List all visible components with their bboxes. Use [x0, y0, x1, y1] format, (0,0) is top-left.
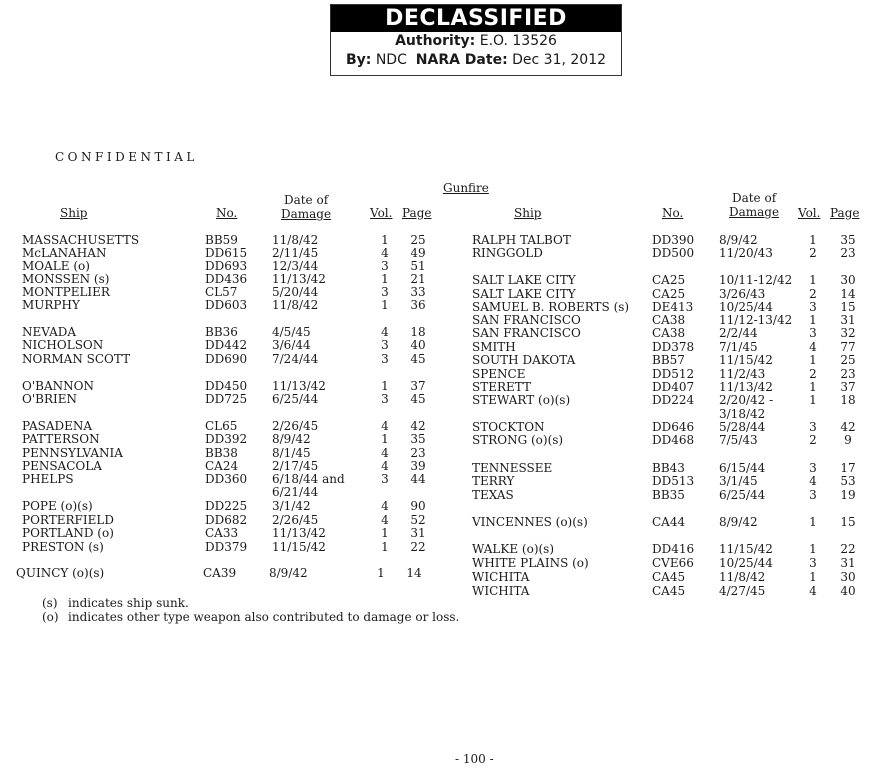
- cell-page: 32: [840, 326, 856, 340]
- footnote-mark: (o): [42, 610, 59, 624]
- cell-page: 45: [410, 392, 426, 406]
- cell-page: 14: [840, 287, 856, 301]
- cell-ship: PATTERSON: [22, 432, 100, 446]
- cell-no: DD379: [205, 540, 248, 554]
- cell-no: CVE66: [652, 556, 694, 570]
- cell-page: 51: [410, 259, 426, 273]
- cell-no: DD512: [652, 367, 695, 381]
- cell-ship: STEWART (o)(s): [472, 393, 571, 407]
- stamp-title: DECLASSIFIED: [331, 5, 621, 32]
- cell-ship: STRONG (o)(s): [472, 433, 564, 447]
- cell-date: 6/21/44: [272, 485, 319, 499]
- cell-vol: 3: [809, 326, 817, 340]
- cell-no: CA45: [652, 584, 686, 598]
- stamp-authority-label: Authority:: [395, 33, 476, 49]
- cell-date: 11/13/42: [272, 379, 326, 393]
- cell-date: 10/25/44: [719, 556, 773, 570]
- stamp-by-value: NDC: [375, 52, 407, 68]
- cell-page: 45: [410, 352, 426, 366]
- cell-date: 11/2/43: [719, 367, 766, 381]
- cell-date: 11/13/42: [719, 380, 773, 394]
- cell-no: DD442: [205, 338, 248, 352]
- cell-no: DD615: [205, 246, 248, 260]
- cell-ship: VINCENNES (o)(s): [472, 515, 588, 529]
- cell-page: 21: [410, 272, 426, 286]
- cell-vol: 3: [381, 392, 389, 406]
- cell-vol: 3: [809, 300, 817, 314]
- cell-ship: NICHOLSON: [22, 338, 104, 352]
- cell-page: 18: [410, 325, 426, 339]
- cell-date: 2/2/44: [719, 326, 758, 340]
- cell-ship: SALT LAKE CITY: [472, 273, 576, 287]
- cell-vol: 1: [809, 542, 817, 556]
- cell-no: CA38: [652, 313, 686, 327]
- stamp-authority-value: E.O. 13526: [479, 33, 557, 49]
- cell-page: 35: [410, 432, 426, 446]
- cell-page: 36: [410, 298, 426, 312]
- cell-date: 4/5/45: [272, 325, 311, 339]
- cell-date: 10/11-12/42: [719, 273, 793, 287]
- cell-vol: 4: [381, 419, 389, 433]
- cell-no: BB35: [652, 488, 685, 502]
- right-header-page: Page: [830, 206, 860, 220]
- cell-no: BB59: [205, 233, 238, 247]
- cell-no: CA45: [652, 570, 686, 584]
- cell-page: 30: [840, 273, 856, 287]
- cell-date: 8/9/42: [272, 432, 311, 446]
- cell-ship: WALKE (o)(s): [472, 542, 555, 556]
- cell-page: 52: [410, 513, 426, 527]
- cell-page: 31: [840, 556, 856, 570]
- cell-date: 11/15/42: [272, 540, 326, 554]
- cell-page: 44: [410, 472, 426, 486]
- cell-no: DE413: [652, 300, 694, 314]
- cell-vol: 4: [809, 584, 817, 598]
- cell-page: 31: [840, 313, 856, 327]
- cell-ship: NEVADA: [22, 325, 77, 339]
- cell-date: 11/15/42: [719, 542, 773, 556]
- cell-vol: 1: [809, 233, 817, 247]
- cell-no: CL65: [205, 419, 238, 433]
- cell-date: 3/6/44: [272, 338, 311, 352]
- cell-ship: O'BANNON: [22, 379, 94, 393]
- cell-no: DD416: [652, 542, 695, 556]
- cell-page: 42: [840, 420, 856, 434]
- cell-vol: 1: [377, 566, 385, 580]
- left-header-vol: Vol.: [370, 206, 393, 220]
- cell-vol: 1: [381, 233, 389, 247]
- cell-page: 49: [410, 246, 426, 260]
- cell-no: DD360: [205, 472, 248, 486]
- cell-ship: TERRY: [472, 474, 515, 488]
- cell-vol: 1: [809, 570, 817, 584]
- classification-label: CONFIDENTIAL: [55, 150, 198, 164]
- cell-vol: 4: [381, 459, 389, 473]
- cell-page: 40: [840, 584, 856, 598]
- cell-page: 25: [840, 353, 856, 367]
- cell-vol: 1: [381, 432, 389, 446]
- cell-ship: PHELPS: [22, 472, 74, 486]
- cell-vol: 4: [381, 246, 389, 260]
- cell-no: BB57: [652, 353, 685, 367]
- cell-vol: 3: [809, 420, 817, 434]
- cell-ship: NORMAN SCOTT: [22, 352, 131, 366]
- cell-vol: 4: [381, 325, 389, 339]
- cell-page: 30: [840, 570, 856, 584]
- cell-date: 6/18/44 and: [272, 472, 345, 486]
- cell-ship: POPE (o)(s): [22, 499, 93, 513]
- cell-date: 11/13/42: [272, 272, 326, 286]
- cell-date: 8/9/42: [269, 566, 308, 580]
- cell-date: 4/27/45: [719, 584, 766, 598]
- stamp-nara-label: NARA Date:: [415, 52, 508, 68]
- cell-vol: 3: [381, 472, 389, 486]
- cell-no: DD392: [205, 432, 248, 446]
- cell-date: 5/28/44: [719, 420, 766, 434]
- stamp-nara-value: Dec 31, 2012: [512, 52, 607, 68]
- cell-vol: 3: [381, 285, 389, 299]
- cell-ship: PENSACOLA: [22, 459, 102, 473]
- left-header-ship: Ship: [60, 206, 88, 220]
- cell-date: 2/26/45: [272, 419, 319, 433]
- cell-vol: 1: [381, 379, 389, 393]
- cell-date: 6/15/44: [719, 461, 766, 475]
- cell-date: 3/26/43: [719, 287, 766, 301]
- cell-page: 37: [410, 379, 426, 393]
- cell-date: 7/5/43: [719, 433, 758, 447]
- cell-vol: 3: [809, 461, 817, 475]
- left-header-page: Page: [402, 206, 432, 220]
- cell-no: CA25: [652, 287, 686, 301]
- cell-page: 19: [840, 488, 856, 502]
- cell-date: 6/25/44: [272, 392, 319, 406]
- cell-vol: 3: [381, 259, 389, 273]
- cell-page: 39: [410, 459, 426, 473]
- stamp-by-line: [331, 51, 621, 70]
- stamp-by-label: By:: [345, 52, 372, 68]
- cell-date: 11/8/42: [719, 570, 766, 584]
- cell-date: 7/24/44: [272, 352, 319, 366]
- cell-ship: MOALE (o): [22, 259, 90, 273]
- left-header-no: No.: [216, 206, 238, 220]
- cell-date: 7/1/45: [719, 340, 758, 354]
- stamp-authority: [331, 32, 621, 51]
- cell-no: DD725: [205, 392, 248, 406]
- cell-date: 2/17/45: [272, 459, 319, 473]
- cell-vol: 3: [381, 352, 389, 366]
- cell-no: CA33: [205, 526, 239, 540]
- cell-date: 8/1/45: [272, 446, 311, 460]
- cell-vol: 4: [381, 446, 389, 460]
- cell-date: 8/9/42: [719, 515, 758, 529]
- cell-vol: 2: [809, 367, 817, 381]
- cell-page: 14: [406, 566, 422, 580]
- cell-ship: WICHITA: [472, 584, 530, 598]
- cell-vol: 1: [809, 380, 817, 394]
- page-number: - 100 -: [455, 752, 494, 766]
- cell-vol: 1: [381, 526, 389, 540]
- cell-date: 3/1/42: [272, 499, 311, 513]
- cell-ship: RALPH TALBOT: [472, 233, 571, 247]
- cell-page: 77: [840, 340, 856, 354]
- cell-no: DD436: [205, 272, 248, 286]
- cell-no: DD378: [652, 340, 695, 354]
- cell-no: DD646: [652, 420, 695, 434]
- cell-no: DD225: [205, 499, 248, 513]
- right-header-vol: Vol.: [798, 206, 821, 220]
- cell-page: 25: [410, 233, 426, 247]
- cell-no: DD468: [652, 433, 695, 447]
- cell-ship: MONSSEN (s): [22, 272, 110, 286]
- cell-no: CA39: [203, 566, 237, 580]
- cell-date: 11/12-13/42: [719, 313, 793, 327]
- cell-ship: McLANAHAN: [22, 246, 107, 260]
- cell-vol: 3: [381, 338, 389, 352]
- cell-page: 17: [840, 461, 856, 475]
- cell-ship: MONTPELIER: [22, 285, 110, 299]
- cell-ship: PORTLAND (o): [22, 526, 114, 540]
- cell-no: CA24: [205, 459, 239, 473]
- cell-page: 31: [410, 526, 426, 540]
- right-header-ship: Ship: [514, 206, 542, 220]
- cell-date: 12/3/44: [272, 259, 319, 273]
- cell-no: BB38: [205, 446, 238, 460]
- cell-ship: SPENCE: [472, 367, 526, 381]
- cell-no: CA38: [652, 326, 686, 340]
- cell-no: DD224: [652, 393, 695, 407]
- cell-page: 53: [840, 474, 856, 488]
- cell-no: DD682: [205, 513, 248, 527]
- cell-ship: MURPHY: [22, 298, 80, 312]
- cell-no: DD693: [205, 259, 248, 273]
- cell-vol: 1: [381, 540, 389, 554]
- cell-vol: 4: [381, 499, 389, 513]
- right-header-no: No.: [662, 206, 684, 220]
- cell-date: 10/25/44: [719, 300, 773, 314]
- cell-vol: 4: [381, 513, 389, 527]
- cell-no: DD513: [652, 474, 695, 488]
- cell-no: DD690: [205, 352, 248, 366]
- cell-vol: 1: [381, 272, 389, 286]
- cell-no: BB43: [652, 461, 685, 475]
- cell-no: DD407: [652, 380, 695, 394]
- cell-date: 11/20/43: [719, 246, 773, 260]
- cell-vol: 3: [809, 556, 817, 570]
- cell-page: 15: [840, 300, 856, 314]
- cell-ship: SOUTH DAKOTA: [472, 353, 576, 367]
- cell-vol: 1: [809, 313, 817, 327]
- cell-page: 40: [410, 338, 426, 352]
- cell-vol: 2: [809, 433, 817, 447]
- cell-date: 8/9/42: [719, 233, 758, 247]
- cell-ship: MASSACHUSETTS: [22, 233, 140, 247]
- cell-page: 9: [844, 433, 852, 447]
- cell-ship: STERETT: [472, 380, 532, 394]
- cell-page: 18: [840, 393, 856, 407]
- cell-page: 37: [840, 380, 856, 394]
- footnote-mark: (s): [42, 596, 58, 610]
- cell-ship: SAN FRANCISCO: [472, 326, 581, 340]
- cell-no: DD450: [205, 379, 248, 393]
- cell-date: 2/11/45: [272, 246, 319, 260]
- cell-vol: 2: [809, 287, 817, 301]
- cell-date: 6/25/44: [719, 488, 766, 502]
- cell-ship: O'BRIEN: [22, 392, 77, 406]
- cell-no: DD603: [205, 298, 248, 312]
- cell-vol: 1: [809, 353, 817, 367]
- cell-date: 11/8/42: [272, 298, 319, 312]
- cell-date: 11/15/42: [719, 353, 773, 367]
- cell-vol: 3: [809, 488, 817, 502]
- cell-ship: WHITE PLAINS (o): [472, 556, 589, 570]
- cell-date: 5/20/44: [272, 285, 319, 299]
- cell-date: 2/20/42 -: [719, 393, 774, 407]
- cell-ship: SALT LAKE CITY: [472, 287, 576, 301]
- cell-date: 11/13/42: [272, 526, 326, 540]
- cell-no: CL57: [205, 285, 238, 299]
- declassified-stamp: [330, 4, 622, 76]
- cell-page: 90: [410, 499, 426, 513]
- right-header-date: Date of Damage: [729, 191, 780, 219]
- cell-page: 23: [840, 367, 856, 381]
- cell-page: 15: [840, 515, 856, 529]
- cell-ship: WICHITA: [472, 570, 530, 584]
- cell-page: 23: [840, 246, 856, 260]
- cell-date: 3/1/45: [719, 474, 758, 488]
- section-title: Gunfire: [443, 181, 489, 195]
- cell-page: 22: [410, 540, 426, 554]
- cell-ship: PRESTON (s): [22, 540, 104, 554]
- left-header-date: Date of Damage: [281, 193, 332, 221]
- cell-vol: 2: [809, 246, 817, 260]
- cell-date: 2/26/45: [272, 513, 319, 527]
- cell-date: 11/8/42: [272, 233, 319, 247]
- footnote-text: indicates other type weapon also contributed to damage or loss.: [68, 610, 460, 624]
- cell-page: 22: [840, 542, 856, 556]
- cell-page: 33: [410, 285, 426, 299]
- cell-ship: RINGGOLD: [472, 246, 543, 260]
- cell-ship: PASADENA: [22, 419, 93, 433]
- cell-page: 23: [410, 446, 426, 460]
- cell-ship: SAMUEL B. ROBERTS (s): [472, 300, 630, 314]
- cell-vol: 1: [809, 515, 817, 529]
- cell-page: 35: [840, 233, 856, 247]
- cell-ship: QUINCY (o)(s): [16, 566, 105, 580]
- cell-no: CA44: [652, 515, 686, 529]
- cell-no: DD390: [652, 233, 695, 247]
- cell-ship: TENNESSEE: [472, 461, 553, 475]
- cell-ship: PORTERFIELD: [22, 513, 114, 527]
- footnote-text: indicates ship sunk.: [68, 596, 189, 610]
- cell-ship: TEXAS: [472, 488, 514, 502]
- cell-no: DD500: [652, 246, 695, 260]
- cell-no: CA25: [652, 273, 686, 287]
- cell-ship: PENNSYLVANIA: [22, 446, 123, 460]
- cell-vol: 4: [809, 474, 817, 488]
- cell-vol: 1: [809, 393, 817, 407]
- cell-ship: SAN FRANCISCO: [472, 313, 581, 327]
- cell-no: BB36: [205, 325, 238, 339]
- cell-vol: 1: [381, 298, 389, 312]
- cell-vol: 1: [809, 273, 817, 287]
- cell-ship: STOCKTON: [472, 420, 545, 434]
- cell-ship: SMITH: [472, 340, 516, 354]
- cell-date: 3/18/42: [719, 407, 766, 421]
- cell-page: 42: [410, 419, 426, 433]
- cell-vol: 4: [809, 340, 817, 354]
